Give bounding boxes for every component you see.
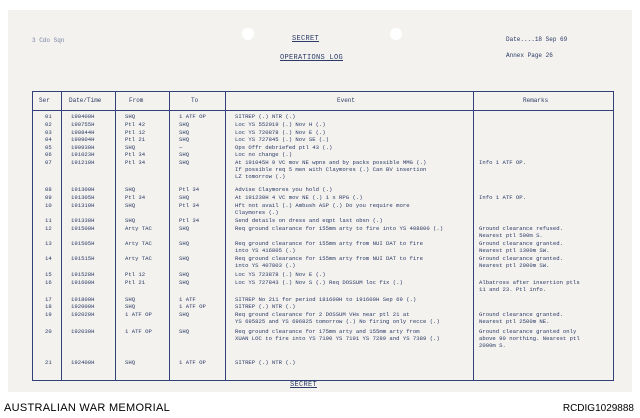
row-event-line: Claymores (.) xyxy=(235,209,279,216)
row-from: SHQ xyxy=(125,359,136,366)
table-row xyxy=(33,151,613,159)
row-from: SHQ xyxy=(125,186,136,193)
row-from: Ptl 42 xyxy=(125,121,146,128)
row-date-time: 190755H xyxy=(71,121,95,128)
row-event-line: Loc YS 723878 (.) Nov E (.) xyxy=(235,271,326,278)
table-row xyxy=(33,194,613,202)
col-header-date-time: Date/Time xyxy=(69,97,102,104)
row-from: Ptl 12 xyxy=(125,271,146,278)
row-ser: 12 xyxy=(45,225,52,232)
row-remarks-line: Nearest ptl 500m S. xyxy=(479,232,543,239)
col-header-to: To xyxy=(191,97,199,104)
row-remarks-line: Info 1 ATF OP. xyxy=(479,159,526,166)
table-row xyxy=(33,359,613,367)
row-to: SHQ xyxy=(179,136,190,143)
row-ser: 01 xyxy=(45,113,52,120)
row-date-time: 192020H xyxy=(71,311,95,318)
row-event-line: Send details on dress and eqpt last obsn (.) xyxy=(235,217,383,224)
row-to: 1 ATF xyxy=(179,296,196,303)
row-date-time: 191505H xyxy=(71,240,95,247)
row-remarks-line: Ground clearance refused. xyxy=(479,225,563,232)
row-date-time: 191528H xyxy=(71,271,95,278)
row-ser: 20 xyxy=(45,328,52,335)
row-to: SHQ xyxy=(179,279,190,286)
record-reference: RCDIG1029888 xyxy=(562,403,634,414)
row-to: SHQ xyxy=(179,194,190,201)
row-ser: 08 xyxy=(45,186,52,193)
row-ser: 15 xyxy=(45,271,52,278)
row-event-line: Loc no change (.) xyxy=(235,151,293,158)
row-ser: 21 xyxy=(45,359,52,366)
row-event-line: SITREP (.) NTR (.) xyxy=(235,359,296,366)
footer-stamp: SECRET xyxy=(290,381,318,389)
table-row xyxy=(33,279,613,293)
row-from: Ptl 34 xyxy=(125,159,146,166)
row-to: SHQ xyxy=(179,159,190,166)
table-row xyxy=(33,311,613,325)
row-event-line: Loc YS 720878 (.) Nov E (.) xyxy=(235,129,326,136)
row-event-line: Req ground clearance for 155mm arty from NUI DAT to fire xyxy=(235,255,423,262)
row-to: SHQ xyxy=(179,129,190,136)
row-ser: 03 xyxy=(45,129,52,136)
page-title: OPERATIONS LOG xyxy=(280,54,344,62)
row-ser: 13 xyxy=(45,240,52,247)
institution-name: AUSTRALIAN WAR MEMORIAL xyxy=(4,402,171,414)
row-to: SHQ xyxy=(179,255,190,262)
row-event-line: SITREP (.) NTR (.) xyxy=(235,303,296,310)
row-event-line: LZ tomorrow (.) xyxy=(235,173,286,180)
row-ser: 07 xyxy=(45,159,52,166)
row-event-line: SITREP No 211 for period 181600H to 191600H Sep 69 (.) xyxy=(235,296,417,303)
col-header-ser: Ser xyxy=(39,97,50,104)
table-row xyxy=(33,217,613,225)
row-remarks-line: Albatross after insertion ptls xyxy=(479,279,580,286)
row-from: Ptl 21 xyxy=(125,136,146,143)
row-to: 1 ATF OP xyxy=(179,113,206,120)
row-event-line: Loc YS 552919 (.) Nov H (.) xyxy=(235,121,326,128)
row-to: SHQ xyxy=(179,121,190,128)
table-row xyxy=(33,202,613,216)
row-from: SHQ xyxy=(125,303,136,310)
row-to: Ptl 34 xyxy=(179,186,200,193)
row-ser: 16 xyxy=(45,279,52,286)
table-row xyxy=(33,113,613,121)
row-ser: 04 xyxy=(45,136,52,143)
row-ser: 05 xyxy=(45,144,52,151)
page-value: Page 26 xyxy=(527,52,553,59)
row-ser: 19 xyxy=(45,311,52,318)
row-ser: 17 xyxy=(45,296,52,303)
row-remarks-line: Ground clearance granted. xyxy=(479,240,563,247)
row-from: SHQ xyxy=(125,202,136,209)
row-to: 1 ATF OP xyxy=(179,303,206,310)
row-date-time: 190904H xyxy=(71,136,95,143)
table-row xyxy=(33,136,613,144)
row-remarks-line: above 90 northing. Nearest ptl xyxy=(479,335,580,342)
row-from: Ptl 12 xyxy=(125,129,146,136)
row-to: SHQ xyxy=(179,151,190,158)
row-to: SHQ xyxy=(179,311,190,318)
row-to: 1 ATF OP xyxy=(179,359,206,366)
row-from: SHQ xyxy=(125,217,136,224)
row-remarks-line: Nearest ptl 2000m SW. xyxy=(479,262,550,269)
row-ser: 11 xyxy=(45,217,52,224)
row-to: SHQ xyxy=(179,271,190,278)
row-event-line: Loc YS 727843 (.) Nov S (.) Req DOSSUM loc fix (.) xyxy=(235,279,403,286)
row-ser: 02 xyxy=(45,121,52,128)
row-from: SHQ xyxy=(125,144,136,151)
row-event-line: At 191230H 4 VC mov NE (.) 1 x RPG (.) xyxy=(235,194,363,201)
row-to: Ptl 34 xyxy=(179,217,200,224)
table-row xyxy=(33,328,613,349)
row-date-time: 191515H xyxy=(71,255,95,262)
row-date-time: 191310H xyxy=(71,202,95,209)
row-ser: 10 xyxy=(45,202,52,209)
row-from: SHQ xyxy=(125,296,136,303)
row-date-time: 190930H xyxy=(71,144,95,151)
date-value: 18 Sep 69 xyxy=(534,36,568,43)
row-from: Ptl 34 xyxy=(125,151,146,158)
table-row xyxy=(33,240,613,254)
row-event-line: If possible req 5 men with Claymores (.) Can BV insertion xyxy=(235,166,427,173)
row-from: 1 ATF OP xyxy=(125,311,152,318)
row-event-line: XUAN LOC to fire into YS 7190 YS 7191 YS 7289 and YS 7389 (.) xyxy=(235,335,440,342)
row-event-line: Loc YS 727845 (.) Nov SE (.) xyxy=(235,136,329,143)
header-divider xyxy=(33,110,613,111)
table-row xyxy=(33,255,613,269)
row-event-line: into YS 416805 (.) xyxy=(235,247,296,254)
date-label: Date.... xyxy=(506,36,535,43)
punch-hole xyxy=(390,28,402,40)
row-date-time: 190844H xyxy=(71,129,95,136)
row-event-line: SITREP (.) NTR (.) xyxy=(235,113,296,120)
annex-label: Annex xyxy=(506,52,525,59)
row-date-time: 191600H xyxy=(71,279,95,286)
row-from: Arty TAC xyxy=(125,240,152,247)
archive-footer xyxy=(0,396,640,418)
date-field xyxy=(506,36,567,43)
corner-note: 3 Cdo Sqn xyxy=(32,37,65,44)
row-event-line: into YS 407803 (.) xyxy=(235,262,296,269)
row-event-line: Hft not avail (.) Ambush ASP (.) Do you require more xyxy=(235,202,410,209)
row-remarks-line: 11 and 23. Ptl info. xyxy=(479,286,547,293)
row-from: SHQ xyxy=(125,113,136,120)
row-remarks-line: Nearest ptl 2500m NE. xyxy=(479,318,550,325)
row-event-line: Req ground clearance for 175mm arty and 155mm arty from xyxy=(235,328,420,335)
row-event-line: Req ground clearance for 2 DOSSUM VHs near ptl 21 at xyxy=(235,311,410,318)
row-date-time: 192400H xyxy=(71,359,95,366)
row-remarks-line: Ground clearance granted. xyxy=(479,311,563,318)
row-ser: 18 xyxy=(45,303,52,310)
row-event-line: Req ground clearance for 155mm arty to fire into YS 408800 (.) xyxy=(235,225,444,232)
table-row xyxy=(33,225,613,239)
row-event-line: YS 695825 and YS 696825 tomorrow (.) No firing only recce (.) xyxy=(235,318,440,325)
row-date-time: 191800H xyxy=(71,296,95,303)
row-remarks-line: 2000m S. xyxy=(479,342,506,349)
row-event-line: Req ground clearance for 155mm arty from NUI DAT to fire xyxy=(235,240,423,247)
row-to: SHQ xyxy=(179,328,190,335)
table-row xyxy=(33,121,613,129)
col-header-from: From xyxy=(129,97,144,104)
row-date-time: 191305H xyxy=(71,194,95,201)
row-ser: 09 xyxy=(45,194,52,201)
row-event-line: At 191045H 9 VC mov NE wpns and by packs possible MMG (.) xyxy=(235,159,427,166)
row-ser: 06 xyxy=(45,151,52,158)
row-remarks-line: Ground clearance granted only xyxy=(479,328,577,335)
row-from: Ptl 34 xyxy=(125,194,146,201)
row-remarks-line: Ground clearance granted. xyxy=(479,255,563,262)
row-date-time: 191023H xyxy=(71,151,95,158)
col-header-event: Event xyxy=(337,97,356,104)
row-from: Arty TAC xyxy=(125,225,152,232)
col-header-remarks: Remarks xyxy=(523,97,549,104)
table-row xyxy=(33,159,613,180)
row-to: — xyxy=(179,144,183,151)
row-remarks-line: Nearest ptl 1300m SW. xyxy=(479,247,550,254)
row-date-time: 192030H xyxy=(71,328,95,335)
table-row xyxy=(33,271,613,279)
row-date-time: 192000H xyxy=(71,303,95,310)
row-event-line: Ops Offr debriefed ptl 43 (.) xyxy=(235,144,333,151)
log-sheet xyxy=(8,10,632,392)
row-from: Arty TAC xyxy=(125,255,152,262)
row-to: SHQ xyxy=(179,240,190,247)
row-ser: 14 xyxy=(45,255,52,262)
row-to: SHQ xyxy=(179,225,190,232)
row-date-time: 191300H xyxy=(71,186,95,193)
row-date-time: 191500H xyxy=(71,225,95,232)
table-row xyxy=(33,186,613,194)
row-to: Ptl 34 xyxy=(179,202,200,209)
row-date-time: 191338H xyxy=(71,217,95,224)
row-date-time: 191210H xyxy=(71,159,95,166)
classification-marking: SECRET xyxy=(292,35,320,43)
annex-field xyxy=(506,52,553,59)
row-remarks-line: Info 1 ATF OP. xyxy=(479,194,526,201)
table-row xyxy=(33,303,613,311)
punch-hole xyxy=(242,28,254,40)
row-event-line: Advise Claymores you hold (.) xyxy=(235,186,333,193)
row-date-time: 190400H xyxy=(71,113,95,120)
row-from: 1 ATF OP xyxy=(125,328,152,335)
operations-log-table xyxy=(32,91,614,381)
row-from: Ptl 21 xyxy=(125,279,146,286)
